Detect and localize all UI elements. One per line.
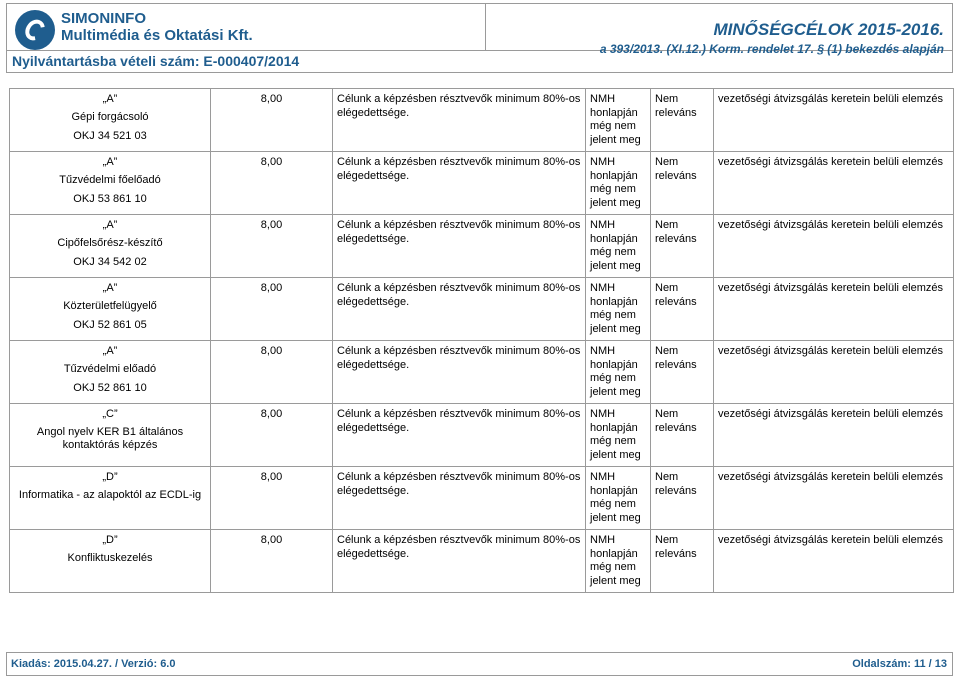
- training-category: „A”: [102, 156, 118, 168]
- goal-cell: [333, 215, 586, 278]
- goal-text: Célunk a képzésben résztvevők minimum 80%-os elégedettsége.: [337, 345, 581, 371]
- evaluation-method: vezetőségi átvizsgálás keretein belüli elemzés: [718, 471, 944, 483]
- nmh-cell: [586, 89, 651, 152]
- value-cell: [211, 467, 333, 530]
- training-cell: [10, 278, 211, 341]
- evaluation-method: vezetőségi átvizsgálás keretein belüli elemzés: [718, 408, 944, 420]
- table-row: [10, 467, 954, 530]
- relevance-status: Nem releváns: [655, 408, 697, 434]
- relevance-status: Nem releváns: [655, 345, 697, 371]
- table-row: [10, 89, 954, 152]
- training-category: „D”: [102, 471, 118, 483]
- nmh-cell: [586, 404, 651, 467]
- training-cell: [10, 215, 211, 278]
- evaluation-cell: [714, 89, 954, 152]
- nmh-cell: [586, 215, 651, 278]
- relevance-status: Nem releváns: [655, 282, 697, 308]
- goal-value: 8,00: [260, 93, 283, 105]
- nmh-cell: [586, 530, 651, 593]
- edition-version: Kiadás: 2015.04.27. / Verzió: 6.0: [11, 658, 176, 670]
- relevance-cell: [651, 152, 714, 215]
- evaluation-cell: [714, 467, 954, 530]
- table-row: [10, 278, 954, 341]
- document-footer: [6, 652, 953, 676]
- page-number: Oldalszám: 11 / 13: [852, 658, 947, 670]
- nmh-cell: [586, 341, 651, 404]
- nmh-status: NMH honlapján még nem jelent meg: [590, 282, 641, 335]
- relevance-cell: [651, 278, 714, 341]
- goal-text: Célunk a képzésben résztvevők minimum 80%-os elégedettsége.: [337, 93, 581, 119]
- header-divider-vertical: [485, 4, 486, 50]
- goal-cell: [333, 341, 586, 404]
- evaluation-method: vezetőségi átvizsgálás keretein belüli elemzés: [718, 345, 944, 357]
- training-cell: [10, 89, 211, 152]
- goal-cell: [333, 278, 586, 341]
- goal-value: 8,00: [260, 156, 283, 168]
- training-name: Tűzvédelmi előadó: [63, 362, 157, 375]
- nmh-cell: [586, 152, 651, 215]
- registration-number: Nyilvántartásba vételi szám: E-000407/2014: [12, 53, 300, 69]
- evaluation-cell: [714, 404, 954, 467]
- training-name: Közterületfelügyelő: [63, 299, 157, 312]
- training-code: OKJ 34 521 03: [73, 130, 147, 142]
- goal-value: 8,00: [260, 534, 283, 546]
- nmh-status: NMH honlapján még nem jelent meg: [590, 345, 641, 398]
- nmh-status: NMH honlapján még nem jelent meg: [590, 93, 641, 146]
- logo-swirl-icon: [21, 16, 48, 44]
- evaluation-cell: [714, 341, 954, 404]
- training-cell: [10, 530, 211, 593]
- goal-value: 8,00: [260, 282, 283, 294]
- table-body: [10, 89, 954, 593]
- relevance-status: Nem releváns: [655, 471, 697, 497]
- table-row: [10, 341, 954, 404]
- training-cell: [10, 404, 211, 467]
- nmh-status: NMH honlapján még nem jelent meg: [590, 534, 641, 587]
- relevance-cell: [651, 467, 714, 530]
- value-cell: [211, 215, 333, 278]
- goal-text: Célunk a képzésben résztvevők minimum 80%-os elégedettsége.: [337, 408, 581, 434]
- training-cell: [10, 341, 211, 404]
- relevance-cell: [651, 89, 714, 152]
- nmh-cell: [586, 467, 651, 530]
- relevance-status: Nem releváns: [655, 534, 697, 560]
- nmh-status: NMH honlapján még nem jelent meg: [590, 471, 641, 524]
- evaluation-cell: [714, 530, 954, 593]
- company-logo: [15, 10, 55, 50]
- evaluation-cell: [714, 152, 954, 215]
- relevance-status: Nem releváns: [655, 156, 697, 182]
- company-name: SIMONINFO: [61, 10, 146, 27]
- quality-goals-title: MINŐSÉGCÉLOK 2015-2016.: [713, 20, 944, 39]
- goal-value: 8,00: [260, 345, 283, 357]
- company-subtitle: Multimédia és Oktatási Kft.: [61, 27, 253, 44]
- goal-cell: [333, 404, 586, 467]
- goal-cell: [333, 89, 586, 152]
- relevance-cell: [651, 215, 714, 278]
- training-name: Gépi forgácsoló: [71, 110, 149, 123]
- training-code: OKJ 34 542 02: [73, 256, 147, 268]
- training-cell: [10, 467, 211, 530]
- goal-cell: [333, 152, 586, 215]
- training-name: Cipőfelsőrész-készítő: [57, 236, 163, 249]
- relevance-cell: [651, 404, 714, 467]
- value-cell: [211, 404, 333, 467]
- training-category: „D”: [102, 534, 118, 546]
- evaluation-method: vezetőségi átvizsgálás keretein belüli elemzés: [718, 534, 944, 546]
- evaluation-method: vezetőségi átvizsgálás keretein belüli elemzés: [718, 282, 944, 294]
- evaluation-method: vezetőségi átvizsgálás keretein belüli elemzés: [718, 219, 944, 231]
- training-name: Informatika - az alapoktól az ECDL-ig: [18, 488, 202, 501]
- goal-text: Célunk a képzésben résztvevők minimum 80%-os elégedettsége.: [337, 534, 581, 560]
- training-category: „A”: [102, 345, 118, 357]
- training-code: OKJ 52 861 05: [73, 319, 147, 331]
- nmh-status: NMH honlapján még nem jelent meg: [590, 156, 641, 209]
- training-code: OKJ 53 861 10: [73, 193, 147, 205]
- training-name: Konfliktuskezelés: [67, 551, 153, 564]
- nmh-cell: [586, 278, 651, 341]
- evaluation-method: vezetőségi átvizsgálás keretein belüli elemzés: [718, 93, 944, 105]
- legal-basis: a 393/2013. (XI.12.) Korm. rendelet 17. § (1) bekezdés alapján: [599, 42, 944, 56]
- training-category: „A”: [102, 282, 118, 294]
- nmh-status: NMH honlapján még nem jelent meg: [590, 219, 641, 272]
- evaluation-method: vezetőségi átvizsgálás keretein belüli elemzés: [718, 156, 944, 168]
- quality-goals-table: [9, 88, 954, 593]
- relevance-cell: [651, 530, 714, 593]
- training-category: „C”: [102, 408, 118, 420]
- goal-value: 8,00: [260, 219, 283, 231]
- goal-cell: [333, 530, 586, 593]
- evaluation-cell: [714, 215, 954, 278]
- value-cell: [211, 341, 333, 404]
- training-cell: [10, 152, 211, 215]
- value-cell: [211, 278, 333, 341]
- goal-value: 8,00: [260, 471, 283, 483]
- training-category: „A”: [102, 219, 118, 231]
- goal-value: 8,00: [260, 408, 283, 420]
- goal-text: Célunk a képzésben résztvevők minimum 80%-os elégedettsége.: [337, 471, 581, 497]
- training-category: „A”: [102, 93, 118, 105]
- goal-text: Célunk a képzésben résztvevők minimum 80%-os elégedettsége.: [337, 156, 581, 182]
- nmh-status: NMH honlapján még nem jelent meg: [590, 408, 641, 461]
- goal-cell: [333, 467, 586, 530]
- relevance-status: Nem releváns: [655, 219, 697, 245]
- value-cell: [211, 89, 333, 152]
- table-row: [10, 404, 954, 467]
- relevance-status: Nem releváns: [655, 93, 697, 119]
- goal-text: Célunk a képzésben résztvevők minimum 80%-os elégedettsége.: [337, 282, 581, 308]
- table-row: [10, 152, 954, 215]
- training-name: Angol nyelv KER B1 általános kontaktórás képzés: [36, 425, 184, 451]
- table-row: [10, 215, 954, 278]
- evaluation-cell: [714, 278, 954, 341]
- goal-text: Célunk a képzésben résztvevők minimum 80%-os elégedettsége.: [337, 219, 581, 245]
- value-cell: [211, 152, 333, 215]
- document-header: [6, 3, 953, 73]
- training-code: OKJ 52 861 10: [73, 382, 147, 394]
- training-name: Tűzvédelmi főelőadó: [59, 173, 161, 186]
- table-row: [10, 530, 954, 593]
- relevance-cell: [651, 341, 714, 404]
- value-cell: [211, 530, 333, 593]
